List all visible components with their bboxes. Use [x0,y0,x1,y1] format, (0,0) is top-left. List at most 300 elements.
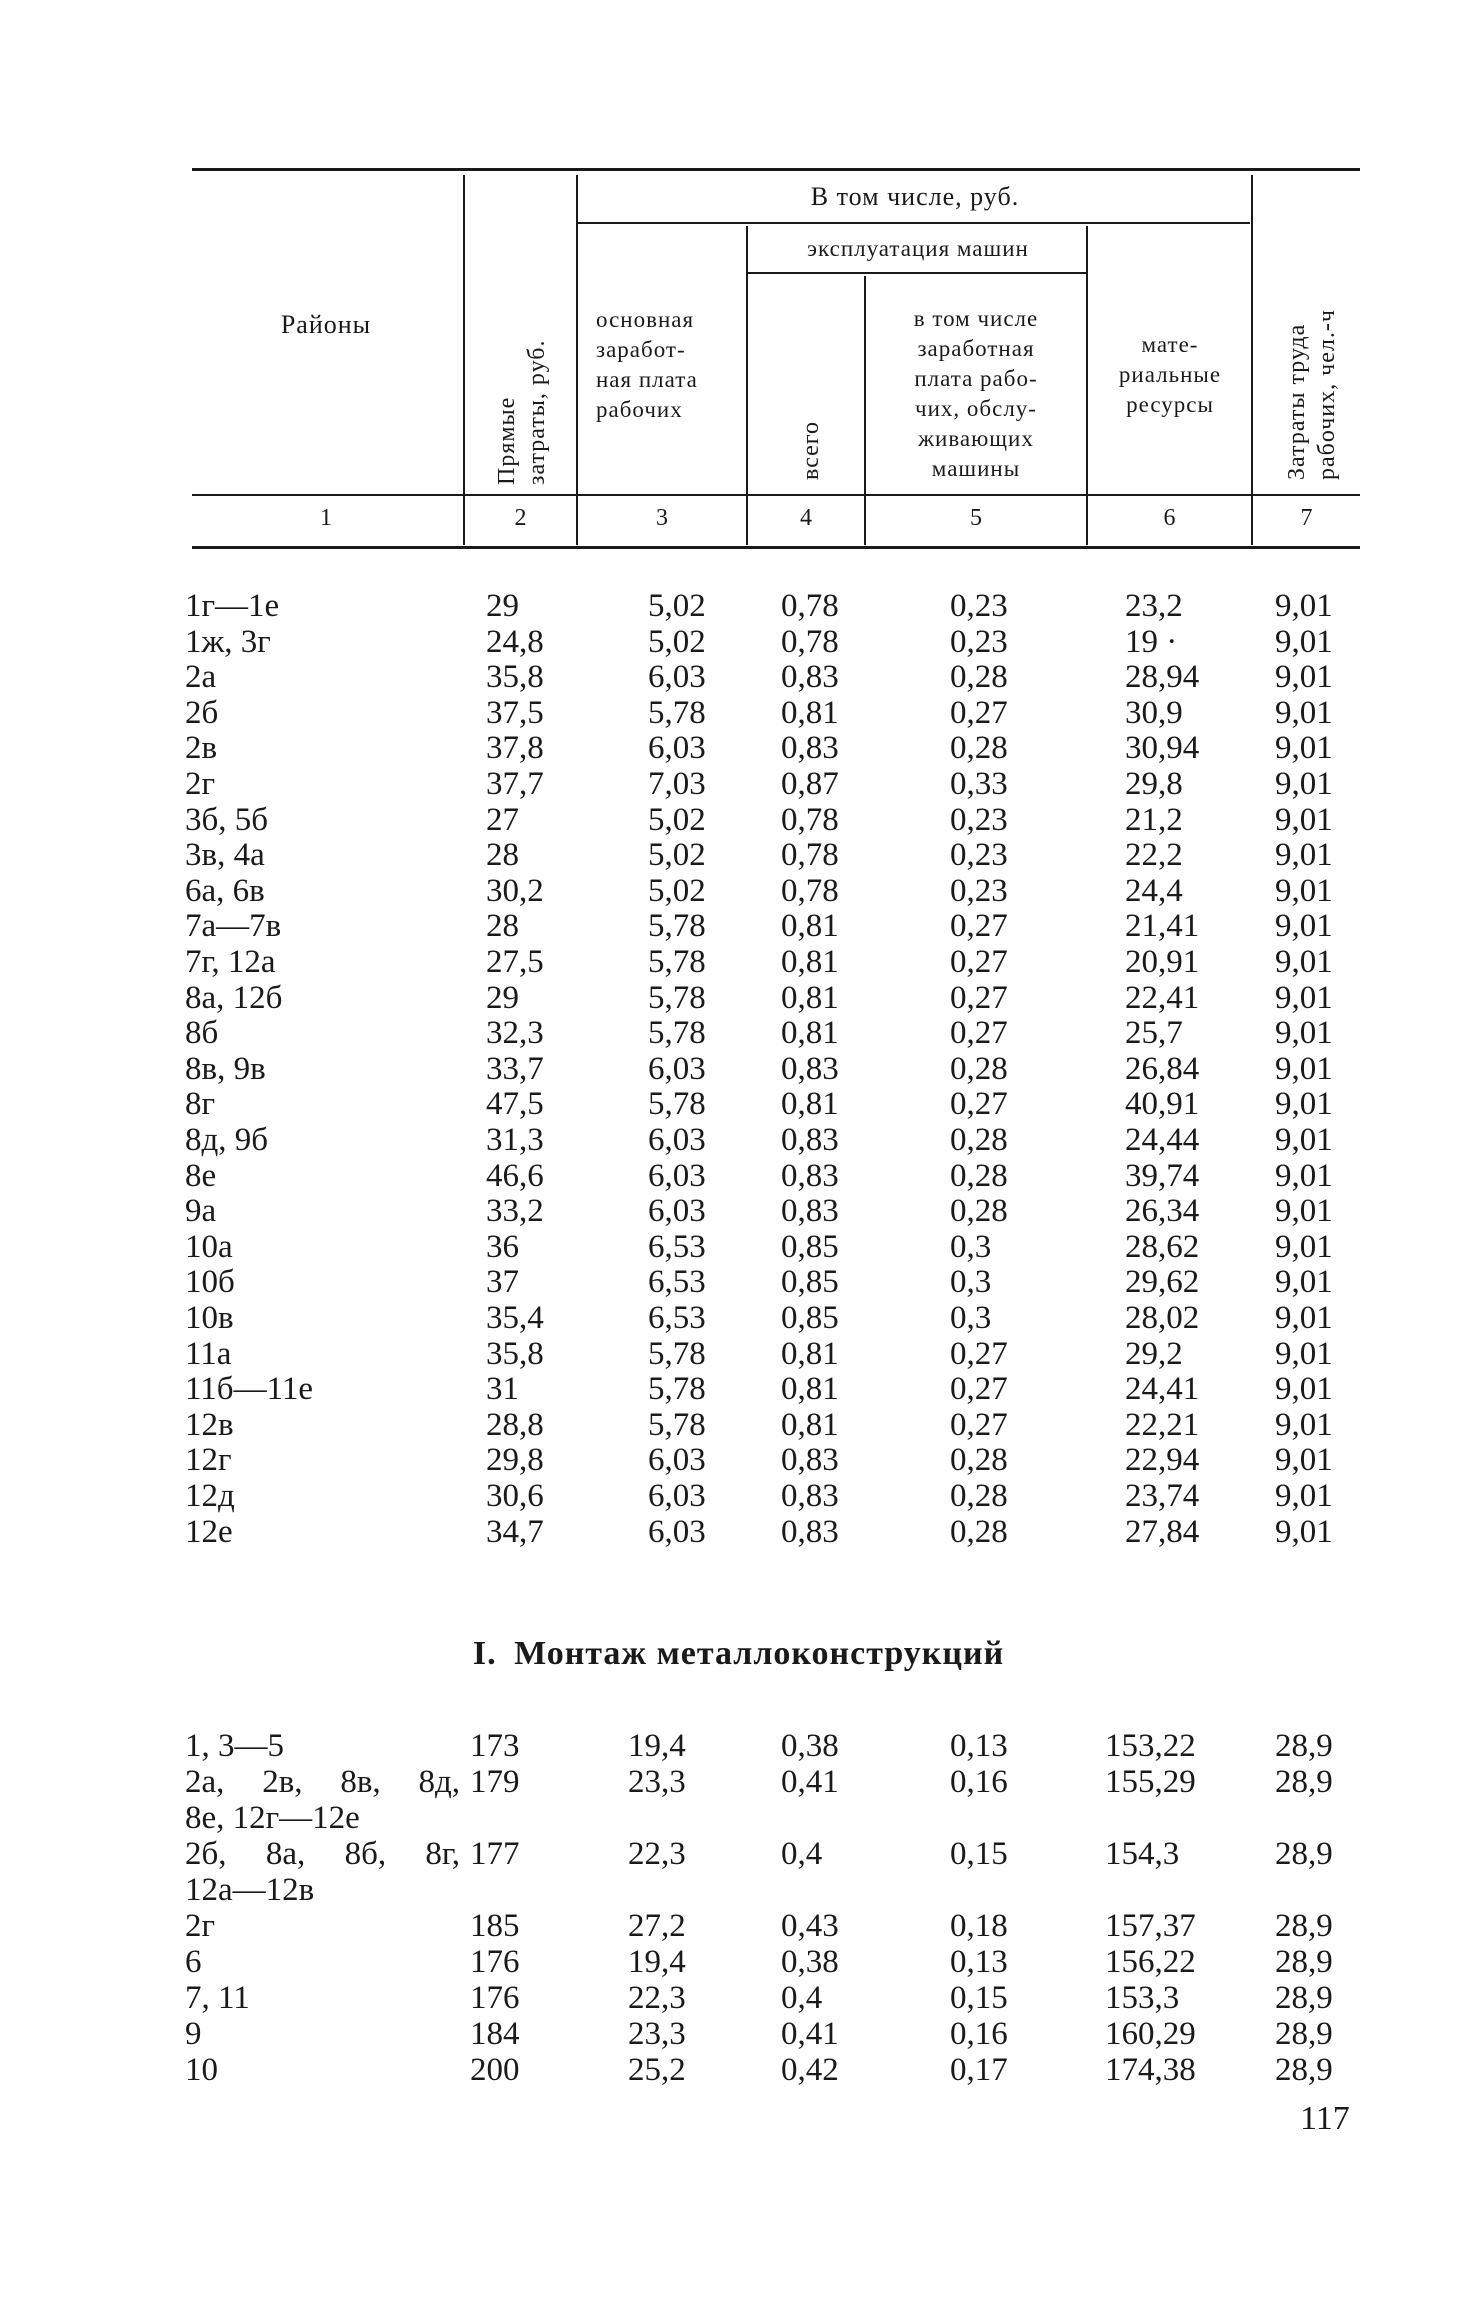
region-cell: 7, 11 [185,1980,250,2016]
value-cell: 9,01 [1275,694,1333,731]
region-cell: 2г [185,766,216,802]
value-cell: 28,9 [1275,1728,1333,1764]
value-cell: 0,81 [781,1086,839,1123]
value-cell: 0,23 [950,623,1008,660]
value-cell: 6,03 [648,730,706,767]
value-cell: 23,3 [628,2016,686,2052]
value-cell: 34,7 [486,1513,544,1550]
value-cell: 177 [470,1836,520,1872]
col-header-total: всего [798,420,824,480]
value-cell: 9,01 [1275,1264,1333,1301]
value-cell: 0,81 [781,1371,839,1408]
region-cell: 8г [185,1086,216,1123]
table-row [0,1514,1477,1550]
table-row [0,766,1477,802]
value-cell: 22,41 [1125,979,1200,1016]
value-cell: 0,16 [950,1764,1008,1800]
value-cell: 0,83 [781,730,839,767]
col-number: 4 [800,505,812,531]
value-cell: 9,01 [1275,872,1333,909]
value-cell: 35,4 [486,1300,544,1336]
value-cell: 20,91 [1125,944,1200,980]
value-cell: 0,23 [950,801,1008,838]
value-cell: 32,3 [486,1015,544,1052]
value-cell: 5,02 [648,801,706,838]
value-cell: 28,8 [486,1406,544,1443]
table-row [0,1371,1477,1407]
value-cell: 0,3 [950,1300,992,1336]
value-cell: 0,78 [781,837,839,874]
value-cell: 6,53 [648,1264,706,1301]
region-cell: 10а [185,1228,233,1265]
value-cell: 0,33 [950,766,1008,802]
value-cell: 0,3 [950,1264,992,1301]
region-cell: 7а—7в [185,908,282,945]
value-cell: 0,83 [781,1513,839,1550]
value-cell: 0,85 [781,1228,839,1265]
region-cell: 2а, 2в, 8в, 8д, [185,1764,460,1800]
value-cell: 23,74 [1125,1478,1200,1514]
col-number: 7 [1300,505,1313,531]
value-cell: 0,38 [781,1944,839,1980]
value-cell: 29,8 [1125,766,1183,802]
value-cell: 0,87 [781,766,839,802]
value-cell: 160,29 [1105,2016,1196,2052]
value-cell: 6,03 [648,1513,706,1550]
value-cell: 0,38 [781,1728,839,1764]
value-cell: 27,84 [1125,1513,1200,1550]
value-cell: 0,27 [950,944,1008,980]
value-cell: 33,7 [486,1050,544,1087]
value-cell: 24,8 [486,623,544,660]
value-cell: 174,38 [1105,2052,1196,2088]
value-cell: 0,78 [781,872,839,909]
region-cell: 2б [185,694,219,731]
header-top-rule [192,168,1360,171]
value-cell: 22,2 [1125,837,1183,874]
value-cell: 33,2 [486,1193,544,1230]
table-row [0,802,1477,838]
value-cell: 47,5 [486,1086,544,1123]
value-cell: 22,3 [628,1836,686,1872]
value-cell: 9,01 [1275,1015,1333,1052]
value-cell: 9,01 [1275,837,1333,874]
value-cell: 9,01 [1275,730,1333,767]
table-row [0,1478,1477,1514]
value-cell: 5,78 [648,944,706,980]
table-row [0,1442,1477,1478]
value-cell: 6,03 [648,1050,706,1087]
value-cell: 37,8 [486,730,544,767]
value-cell: 0,81 [781,694,839,731]
value-cell: 0,43 [781,1908,839,1944]
value-cell: 6,03 [648,1442,706,1479]
table-row [0,1407,1477,1443]
region-cell: 11б—11е [185,1371,313,1408]
value-cell: 9,01 [1275,1157,1333,1194]
value-cell: 9,01 [1275,1371,1333,1408]
table-row [0,1015,1477,1051]
value-cell: 9,01 [1275,1122,1333,1158]
value-cell: 28 [486,908,519,945]
value-cell: 27 [486,801,519,838]
value-cell: 46,6 [486,1157,544,1194]
value-cell: 0,28 [950,1513,1008,1550]
value-cell: 0,85 [781,1264,839,1301]
region-cell: 8е [185,1157,217,1194]
value-cell: 0,13 [950,1944,1008,1980]
value-cell: 173 [470,1728,520,1764]
section-table-row [0,1728,1477,1764]
value-cell: 31,3 [486,1122,544,1158]
machines-rule [748,272,1088,274]
value-cell: 5,78 [648,1406,706,1443]
value-cell: 6,03 [648,1122,706,1158]
value-cell: 154,3 [1105,1836,1180,1872]
value-cell: 0,78 [781,623,839,660]
value-cell: 28,9 [1275,1836,1333,1872]
value-cell: 0,28 [950,1442,1008,1479]
region-cell: 9а [185,1193,217,1230]
value-cell: 157,37 [1105,1908,1196,1944]
table-row [0,1158,1477,1194]
region-cell: 11а [185,1335,232,1372]
value-cell: 29,62 [1125,1264,1200,1301]
page-number: 117 [1300,2100,1350,2137]
value-cell: 9,01 [1275,1228,1333,1265]
value-cell: 0,41 [781,1764,839,1800]
region-cell: 8а, 12б [185,979,283,1016]
value-cell: 0,28 [950,1193,1008,1230]
table-row [0,695,1477,731]
value-cell: 0,18 [950,1908,1008,1944]
value-cell: 9,01 [1275,944,1333,980]
region-cell: 2а [185,659,217,696]
value-cell: 153,22 [1105,1728,1196,1764]
col-number: 1 [320,505,332,531]
header-mid-rule [192,494,1360,496]
region-cell: 9 [185,2016,202,2052]
value-cell: 40,91 [1125,1086,1200,1123]
value-cell: 28,9 [1275,2052,1333,2088]
region-cell: 8б [185,1015,219,1052]
region-cell: 6а, 6в [185,872,265,909]
section-table-row [0,1980,1477,2016]
value-cell: 9,01 [1275,1050,1333,1087]
value-cell: 0,27 [950,979,1008,1016]
table-row [0,1122,1477,1158]
value-cell: 29 [486,979,519,1016]
value-cell: 0,83 [781,1193,839,1230]
value-cell: 9,01 [1275,659,1333,696]
value-cell: 0,81 [781,1406,839,1443]
section-table-row [0,2016,1477,2052]
col-number: 2 [514,505,527,531]
value-cell: 0,27 [950,1371,1008,1408]
region-cell: 3б, 5б [185,801,269,838]
section-table-row [0,1836,1477,1908]
value-cell: 19,4 [628,1728,686,1764]
value-cell: 30,2 [486,872,544,909]
value-cell: 23,3 [628,1764,686,1800]
value-cell: 5,02 [648,588,706,624]
value-cell: 25,2 [628,2052,686,2088]
value-cell: 37,5 [486,694,544,731]
value-cell: 200 [470,2052,520,2088]
value-cell: 179 [470,1764,520,1800]
table-row [0,1229,1477,1265]
value-cell: 5,78 [648,1335,706,1372]
value-cell: 0,13 [950,1728,1008,1764]
value-cell: 27,5 [486,944,544,980]
value-cell: 23,2 [1125,588,1183,624]
value-cell: 22,21 [1125,1406,1200,1443]
region-cell: 12а—12в [185,1872,315,1908]
region-cell: 1ж, 3г [185,623,271,660]
value-cell: 6,03 [648,1157,706,1194]
value-cell: 5,78 [648,1371,706,1408]
value-cell: 0,15 [950,1980,1008,2016]
region-cell: 1г—1е [185,588,280,624]
value-cell: 6,03 [648,659,706,696]
region-cell: 7г, 12а [185,944,276,980]
value-cell: 6,53 [648,1300,706,1336]
col-header-labor: Затраты труда рабочих, чел.-ч [1284,309,1340,480]
value-cell: 153,3 [1105,1980,1180,2016]
value-cell: 9,01 [1275,1193,1333,1230]
region-cell: 10б [185,1264,235,1301]
value-cell: 22,3 [628,1980,686,2016]
value-cell: 9,01 [1275,908,1333,945]
value-cell: 37,7 [486,766,544,802]
value-cell: 0,83 [781,1122,839,1158]
value-cell: 9,01 [1275,1442,1333,1479]
region-cell: 12г [185,1442,232,1479]
value-cell: 22,94 [1125,1442,1200,1479]
value-cell: 7,03 [648,766,706,802]
section-table-row [0,1944,1477,1980]
value-cell: 31 [486,1371,519,1408]
value-cell: 0,78 [781,588,839,624]
value-cell: 6,03 [648,1193,706,1230]
value-cell: 24,41 [1125,1371,1200,1408]
value-cell: 0,85 [781,1300,839,1336]
value-cell: 9,01 [1275,979,1333,1016]
value-cell: 5,78 [648,1015,706,1052]
value-cell: 28,62 [1125,1228,1200,1265]
table-row [0,1336,1477,1372]
value-cell: 30,6 [486,1478,544,1514]
value-cell: 5,78 [648,908,706,945]
group-rule [578,222,1250,224]
value-cell: 0,17 [950,2052,1008,2088]
region-cell: 10 [185,2052,218,2088]
value-cell: 25,7 [1125,1015,1183,1052]
value-cell: 27,2 [628,1908,686,1944]
value-cell: 29,2 [1125,1335,1183,1372]
value-cell: 35,8 [486,659,544,696]
table-row [0,1086,1477,1122]
value-cell: 0,23 [950,588,1008,624]
region-cell: 2б, 8а, 8б, 8г, [185,1836,460,1872]
value-cell: 21,41 [1125,908,1200,945]
value-cell: 0,81 [781,979,839,1016]
value-cell: 0,83 [781,659,839,696]
value-cell: 9,01 [1275,766,1333,802]
table-row [0,837,1477,873]
region-cell: 12е [185,1513,233,1550]
value-cell: 9,01 [1275,623,1333,660]
value-cell: 9,01 [1275,588,1333,624]
region-cell: 8е, 12г—12е [185,1800,360,1836]
value-cell: 0,28 [950,659,1008,696]
value-cell: 26,84 [1125,1050,1200,1087]
region-cell: 12в [185,1406,234,1443]
value-cell: 0,27 [950,908,1008,945]
value-cell: 0,81 [781,908,839,945]
value-cell: 0,27 [950,1335,1008,1372]
value-cell: 5,78 [648,979,706,1016]
value-cell: 5,02 [648,872,706,909]
value-cell: 21,2 [1125,801,1183,838]
value-cell: 184 [470,2016,520,2052]
header-bottom-rule [192,546,1360,549]
table-row [0,1300,1477,1336]
value-cell: 0,3 [950,1228,992,1265]
value-cell: 6,03 [648,1478,706,1514]
table-row [0,1051,1477,1087]
table-row [0,588,1477,624]
value-cell: 28 [486,837,519,874]
value-cell: 30,94 [1125,730,1200,767]
table-row [0,1193,1477,1229]
section-title: I. Монтаж металлоконструкций [472,1635,1005,1672]
value-cell: 5,02 [648,837,706,874]
value-cell: 9,01 [1275,1335,1333,1372]
value-cell: 5,02 [648,623,706,660]
value-cell: 35,8 [486,1335,544,1372]
value-cell: 0,4 [781,1980,823,2016]
col-header-base-wages: основная заработ- ная плата рабочих [596,307,698,422]
region-cell: 3в, 4а [185,837,265,874]
value-cell: 0,16 [950,2016,1008,2052]
value-cell: 5,78 [648,1086,706,1123]
region-cell: 1, 3—5 [185,1728,284,1764]
section-table-row [0,2052,1477,2088]
value-cell: 19 · [1125,623,1178,660]
value-cell: 0,41 [781,2016,839,2052]
region-cell: 12д [185,1478,235,1514]
value-cell: 24,4 [1125,872,1183,909]
value-cell: 0,83 [781,1442,839,1479]
section-table-row [0,1764,1477,1836]
region-cell: 6 [185,1944,202,1980]
value-cell: 0,27 [950,694,1008,731]
value-cell: 185 [470,1908,520,1944]
value-cell: 9,01 [1275,1513,1333,1550]
value-cell: 0,83 [781,1157,839,1194]
col-header-machine-wages: в том числе заработная плата рабо- чих, обслу- живающих машины [913,306,1039,481]
value-cell: 0,78 [781,801,839,838]
value-cell: 24,44 [1125,1122,1200,1158]
value-cell: 0,27 [950,1015,1008,1052]
region-cell: 2в [185,730,218,767]
value-cell: 28,94 [1125,659,1200,696]
value-cell: 0,81 [781,1015,839,1052]
value-cell: 39,74 [1125,1157,1200,1194]
table-row [0,624,1477,660]
value-cell: 6,53 [648,1228,706,1265]
value-cell: 0,42 [781,2052,839,2088]
section-table-row [0,1908,1477,1944]
value-cell: 5,78 [648,694,706,731]
value-cell: 30,9 [1125,694,1183,731]
value-cell: 0,27 [950,1406,1008,1443]
value-cell: 0,23 [950,837,1008,874]
value-cell: 29 [486,588,519,624]
table-row [0,873,1477,909]
value-cell: 28,9 [1275,1944,1333,1980]
value-cell: 28,9 [1275,1908,1333,1944]
table-row [0,659,1477,695]
col-number: 3 [656,505,668,531]
value-cell: 0,27 [950,1086,1008,1123]
table-row [0,980,1477,1016]
value-cell: 28,9 [1275,1764,1333,1800]
value-cell: 9,01 [1275,1478,1333,1514]
value-cell: 28,02 [1125,1300,1200,1336]
value-cell: 29,8 [486,1442,544,1479]
table-row [0,730,1477,766]
value-cell: 156,22 [1105,1944,1196,1980]
value-cell: 0,83 [781,1478,839,1514]
value-cell: 0,83 [781,1050,839,1087]
region-cell: 2г [185,1908,216,1944]
group-header-including: В том числе, руб. [810,182,1020,211]
value-cell: 155,29 [1105,1764,1196,1800]
col-header-direct-costs: Прямые затраты, руб. [494,339,550,485]
value-cell: 0,4 [781,1836,823,1872]
value-cell: 0,81 [781,944,839,980]
value-cell: 176 [470,1980,520,2016]
value-cell: 9,01 [1275,801,1333,838]
subgroup-header-machines: эксплуатация машин [807,236,1029,261]
value-cell: 19,4 [628,1944,686,1980]
value-cell: 9,01 [1275,1300,1333,1336]
region-cell: 8в, 9в [185,1050,266,1087]
value-cell: 0,28 [950,1050,1008,1087]
value-cell: 28,9 [1275,2016,1333,2052]
value-cell: 0,28 [950,730,1008,767]
value-cell: 0,15 [950,1836,1008,1872]
value-cell: 37 [486,1264,519,1301]
value-cell: 0,28 [950,1122,1008,1158]
region-cell: 8д, 9б [185,1122,269,1158]
region-cell: 10в [185,1300,234,1336]
value-cell: 0,81 [781,1335,839,1372]
col-number: 5 [970,505,982,531]
value-cell: 9,01 [1275,1086,1333,1123]
value-cell: 9,01 [1275,1406,1333,1443]
table-row [0,944,1477,980]
value-cell: 0,28 [950,1478,1008,1514]
value-cell: 0,23 [950,872,1008,909]
col-header-materials: мате- риальные ресурсы [1118,332,1222,417]
table-row [0,1264,1477,1300]
col-header-regions: Районы [280,310,372,339]
value-cell: 0,28 [950,1157,1008,1194]
value-cell: 28,9 [1275,1980,1333,2016]
